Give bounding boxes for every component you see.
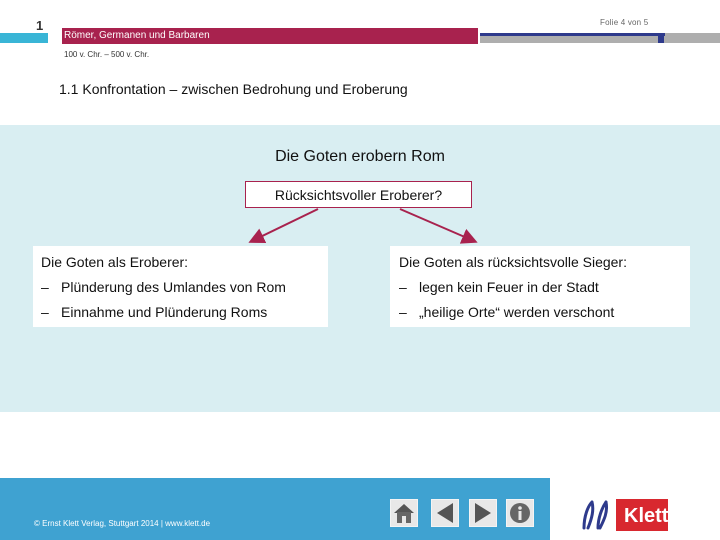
next-button[interactable]: [469, 499, 497, 527]
logo-text: Klett: [624, 505, 669, 527]
arrow-left: [252, 209, 318, 241]
list-item-text: legen kein Feuer in der Stadt: [419, 279, 599, 295]
accent-tick: [0, 33, 48, 43]
info-icon: [509, 502, 531, 524]
copyright: © Ernst Klett Verlag, Stuttgart 2014 | www.klett.de: [34, 519, 211, 528]
section-heading: 1.1 Konfrontation – zwischen Bedrohung und Eroberung: [59, 81, 408, 97]
panel-title: Die Goten erobern Rom: [275, 148, 445, 165]
header-rule-end: [658, 33, 664, 43]
header-rule-accent: [480, 33, 665, 36]
info-button[interactable]: [506, 499, 534, 527]
left-column-heading: Die Goten als Eroberer:: [41, 254, 189, 270]
chapter-title: Römer, Germanen und Barbaren: [64, 30, 210, 41]
footer-band: [0, 478, 550, 540]
date-range: 100 v. Chr. – 500 v. Chr.: [64, 50, 150, 59]
klett-sign-icon: [576, 498, 616, 534]
next-icon: [473, 502, 493, 524]
list-item: [41, 304, 267, 320]
home-button[interactable]: [390, 499, 418, 527]
dash: –: [41, 304, 49, 320]
home-icon: [392, 502, 416, 524]
list-item: [399, 304, 614, 320]
slide-counter: Folie 4 von 5: [600, 18, 649, 27]
dash: –: [399, 279, 407, 295]
list-item: [399, 279, 599, 295]
list-item-text: „heilige Orte“ werden verschont: [419, 304, 615, 320]
arrow-right: [400, 209, 474, 241]
chapter-number: 1: [36, 18, 44, 33]
list-item: [41, 279, 286, 295]
dash: –: [399, 304, 407, 320]
previous-icon: [435, 502, 455, 524]
previous-button[interactable]: [431, 499, 459, 527]
dash: –: [41, 279, 49, 295]
right-column-heading: Die Goten als rücksichtsvolle Sieger:: [399, 254, 627, 270]
question-box: Rücksichtsvoller Eroberer?: [245, 181, 472, 208]
list-item-text: Plünderung des Umlandes von Rom: [61, 279, 286, 295]
list-item-text: Einnahme und Plünderung Roms: [61, 304, 268, 320]
